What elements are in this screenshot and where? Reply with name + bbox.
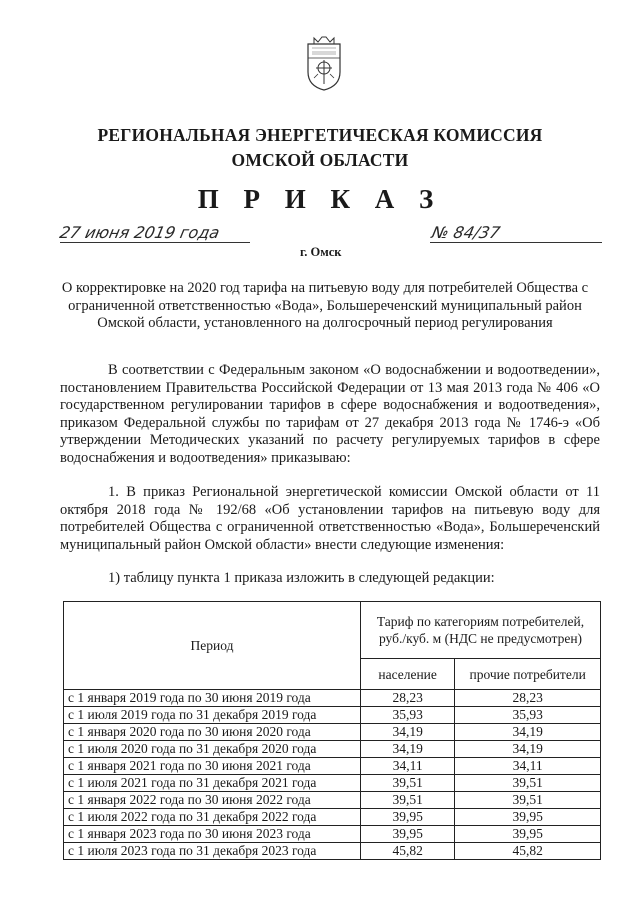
organization-name-line2: ОМСКОЙ ОБЛАСТИ [231,150,409,170]
table-row [64,724,601,741]
other-tariff-cell: 45,82 [455,843,601,860]
table-row [64,741,601,758]
population-tariff-cell: 34,19 [361,724,455,741]
preamble-paragraph: В соответствии с Федеральным законом «О водоснабжении и водоотведении», постановлением Правительства Российской Федерации от 13 мая 2013 года № 406 «О государственном регулировании тарифов в сфере водоснабжения и водоотведения», приказом Федеральной службы по тарифам от 27 декабря 2013 года № 1746-э «Об утверждении Методических указаний по расчету регулируемых тарифов в сфере водоснабжения и водоотведения» приказываю: [60,362,600,466]
other-tariff-cell: 34,11 [455,758,601,775]
table-row [64,690,601,707]
period-cell: с 1 июля 2022 года по 31 декабря 2022 года [64,809,361,826]
omsk-coat-of-arms-emblem [304,34,344,92]
header-population: население [361,659,455,690]
population-tariff-cell: 39,95 [361,809,455,826]
organization-name-line1: РЕГИОНАЛЬНАЯ ЭНЕРГЕТИЧЕСКАЯ КОМИССИЯ [97,125,543,145]
population-tariff-cell: 39,51 [361,775,455,792]
table-row [64,826,601,843]
subclause-1-paragraph: 1) таблицу пункта 1 приказа изложить в следующей редакции: [108,570,495,586]
population-tariff-cell: 45,82 [361,843,455,860]
header-other-consumers: прочие потребители [455,659,601,690]
period-cell: с 1 июля 2023 года по 31 декабря 2023 года [64,843,361,860]
table-row [64,843,601,860]
period-cell: с 1 января 2022 года по 30 июня 2022 года [64,792,361,809]
clause-1-paragraph: 1. В приказ Региональной энергетической комиссии Омской области от 11 октября 2018 года № 192/68 «Об установлении тарифов на питьевую воду для потребителей Общества с ограниченной ответственностью «Вода», Большереченский муниципальный район Омской области» внести следующие изменения: [60,484,600,553]
handwritten-order-number: № 84/37 [429,223,502,242]
other-tariff-cell: 39,95 [455,826,601,843]
other-tariff-cell: 28,23 [455,690,601,707]
other-tariff-cell: 35,93 [455,707,601,724]
table-row [64,758,601,775]
table-row [64,707,601,724]
number-underline [430,242,602,243]
other-tariff-cell: 39,95 [455,809,601,826]
population-tariff-cell: 39,95 [361,826,455,843]
handwritten-date: 27 июня 2019 года [57,223,222,242]
other-tariff-cell: 34,19 [455,741,601,758]
other-tariff-cell: 39,51 [455,775,601,792]
period-cell: с 1 января 2020 года по 30 июня 2020 года [64,724,361,741]
period-cell: с 1 января 2021 года по 30 июня 2021 года [64,758,361,775]
city-label: г. Омск [300,245,342,259]
header-period: Период [64,602,361,690]
header-tariff: Тариф по категориям потребителей, руб./куб. м (НДС не предусмотрен) [361,602,601,659]
population-tariff-cell: 35,93 [361,707,455,724]
document-title: П Р И К А З [197,184,443,214]
tariff-table [63,601,601,860]
table-header-row [64,602,601,659]
period-cell: с 1 июля 2019 года по 31 декабря 2019 года [64,707,361,724]
table-row [64,775,601,792]
period-cell: с 1 января 2023 года по 30 июня 2023 года [64,826,361,843]
period-cell: с 1 июля 2020 года по 31 декабря 2020 года [64,741,361,758]
population-tariff-cell: 34,11 [361,758,455,775]
table-row [64,809,601,826]
population-tariff-cell: 39,51 [361,792,455,809]
order-subject: О корректировке на 2020 год тарифа на питьевую воду для потребителей Общества с ограниченной ответственностью «Вода», Большереченский муниципальный район Омской области, установленного на долгосрочный период регулирования [61,280,589,331]
date-underline [60,242,250,243]
other-tariff-cell: 39,51 [455,792,601,809]
table-row [64,792,601,809]
period-cell: с 1 января 2019 года по 30 июня 2019 года [64,690,361,707]
population-tariff-cell: 34,19 [361,741,455,758]
population-tariff-cell: 28,23 [361,690,455,707]
other-tariff-cell: 34,19 [455,724,601,741]
period-cell: с 1 июля 2021 года по 31 декабря 2021 года [64,775,361,792]
